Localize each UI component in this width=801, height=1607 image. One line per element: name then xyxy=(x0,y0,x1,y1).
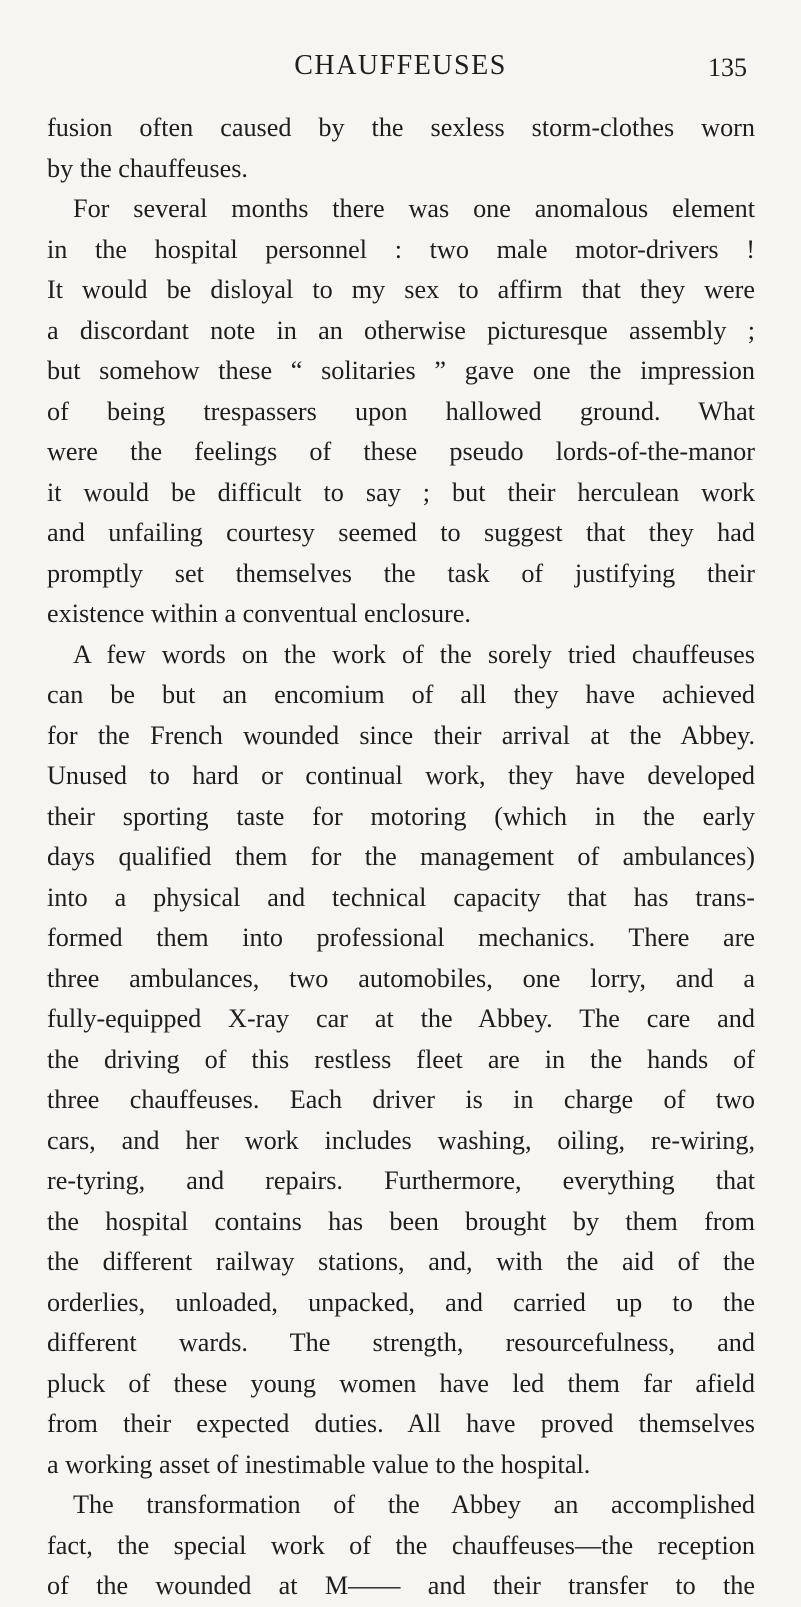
text-line: orderlies, unloaded, unpacked, and carried up to the xyxy=(47,1287,755,1317)
text-line: fully-equipped X-ray car at the Abbey. The care and xyxy=(47,1004,755,1033)
text-line: a working asset of inestimable value to the hospital. xyxy=(47,1449,591,1479)
text-line: three ambulances, two automobiles, one lorry, and a xyxy=(47,963,755,993)
text-line: For several months there was one anomalous element xyxy=(73,194,755,223)
text-line: of the wounded at M—— and their transfer to the xyxy=(47,1571,755,1600)
text-line: can be but an encomium of all they have achieved xyxy=(47,680,755,709)
text-line: The transformation of the Abbey an accomplished xyxy=(73,1490,755,1519)
text-line: It would be disloyal to my sex to affirm that they were xyxy=(47,275,755,304)
text-line: it would be difficult to say ; but their herculean work xyxy=(47,477,755,507)
text-line: formed them into professional mechanics. There are xyxy=(47,923,755,952)
text-line: and unfailing courtesy seemed to suggest that they had xyxy=(47,518,755,547)
running-head xyxy=(0,46,801,86)
text-line: a discordant note in an otherwise picturesque assembly ; xyxy=(47,315,755,345)
text-line: re-tyring, and repairs. Furthermore, everything that xyxy=(47,1166,755,1195)
text-line: cars, and her work includes washing, oiling, re-wiring, xyxy=(47,1125,755,1155)
text-line: into a physical and technical capacity that has trans- xyxy=(47,882,755,912)
text-line: promptly set themselves the task of justifying their xyxy=(47,558,755,588)
text-line: three chauffeuses. Each driver is in charge of two xyxy=(47,1085,755,1114)
chapter-title: CHAUFFEUSES xyxy=(294,50,507,81)
text-line: by the chauffeuses. xyxy=(47,153,248,183)
text-line: from their expected duties. All have proved themselves xyxy=(47,1409,755,1438)
text-line: fact, the special work of the chauffeuses—the reception xyxy=(47,1530,755,1560)
text-line: Unused to hard or continual work, they have developed xyxy=(47,761,755,790)
text-line: of being trespassers upon hallowed ground. What xyxy=(47,396,755,426)
text-line: were the feelings of these pseudo lords-of-the-manor xyxy=(47,437,755,466)
text-line: their sporting taste for motoring (which in the early xyxy=(47,801,755,831)
body-text xyxy=(47,108,755,1607)
text-line: but somehow these “ solitaries ” gave one the impression xyxy=(47,356,755,385)
text-line: the different railway stations, and, with the aid of the xyxy=(47,1247,755,1276)
text-line: for the French wounded since their arrival at the Abbey. xyxy=(47,720,755,750)
page-number: 135 xyxy=(708,53,747,82)
text-line: in the hospital personnel : two male motor-drivers ! xyxy=(47,234,755,264)
text-line: fusion often caused by the sexless storm-clothes worn xyxy=(47,113,755,142)
text-line: A few words on the work of the sorely tried chauffeuses xyxy=(73,639,755,669)
text-line: existence within a conventual enclosure. xyxy=(47,599,471,628)
text-line: the hospital contains has been brought by them from xyxy=(47,1206,755,1236)
text-line: days qualified them for the management of ambulances) xyxy=(47,842,755,871)
text-line: different wards. The strength, resourcefulness, and xyxy=(47,1328,755,1357)
text-line: pluck of these young women have led them far afield xyxy=(47,1368,755,1398)
text-line: the driving of this restless fleet are in the hands of xyxy=(47,1044,755,1074)
